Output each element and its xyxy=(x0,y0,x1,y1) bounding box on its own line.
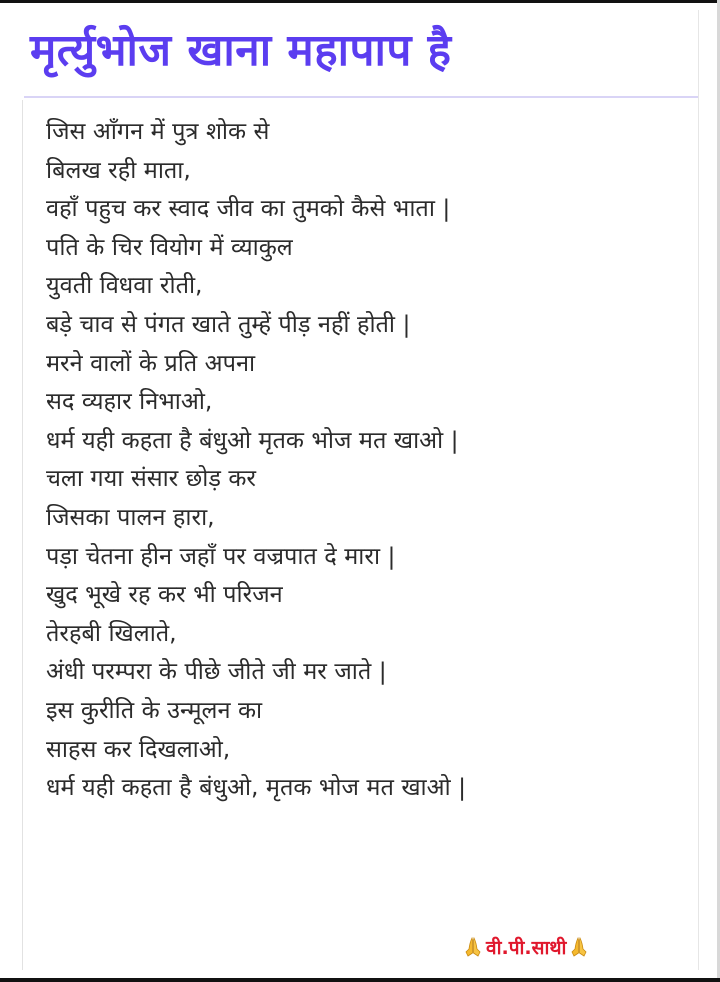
top-border xyxy=(0,0,720,3)
poem-line: इस कुरीति के उन्मूलन का xyxy=(46,695,263,724)
title-underline xyxy=(24,96,698,98)
poem-line: जिस आँगन में पुत्र शोक से xyxy=(46,117,270,145)
poem-line: धर्म यही कहता है बंधुओ, मृतक भोज मत खाओ | xyxy=(46,773,467,802)
poem-line: खुद भूखे रह कर भी परिजन xyxy=(46,580,283,609)
poem-line: वहाँ पहुच कर स्वाद जीव का तुमको कैसे भाता | xyxy=(46,194,451,223)
folded-hands-icon xyxy=(462,936,484,958)
poem-title: मृर्त्युभोज खाना महापाप है xyxy=(30,25,452,76)
folded-hands-icon xyxy=(568,936,590,958)
poem-line: युवती विधवा रोती, xyxy=(46,271,203,300)
poem-line: सद व्यहार निभाओ, xyxy=(46,387,213,416)
poem-line: बिलख रही माता, xyxy=(46,155,191,184)
poem-line: बड़े चाव से पंगत खाते तुम्हें पीड़ नहीं होती | xyxy=(46,309,411,338)
poem-line: तेरहबी खिलाते, xyxy=(46,618,177,647)
left-divider xyxy=(22,100,23,970)
poem-line: धर्म यही कहता है बंधुओ मृतक भोज मत खाओ | xyxy=(46,425,459,454)
poem-line: जिसका पालन हारा, xyxy=(46,502,215,531)
poem-line: पति के चिर वियोग में व्याकुल xyxy=(46,232,293,261)
poem-line: पड़ा चेतना हीन जहाँ पर वज्रपात दे मारा | xyxy=(46,541,396,570)
author-signature xyxy=(462,934,590,960)
poem-body xyxy=(46,112,686,807)
poem-line: चला गया संसार छोड़ कर xyxy=(46,464,257,493)
poem-line: साहस कर दिखलाओ, xyxy=(46,734,231,763)
bottom-border xyxy=(0,978,720,982)
signature-text: वी.पी.साथी xyxy=(486,937,567,959)
poem-line: अंधी परम्परा के पीछे जीते जी मर जाते | xyxy=(46,657,387,686)
poem-line: मरने वालों के प्रति अपना xyxy=(46,348,256,377)
